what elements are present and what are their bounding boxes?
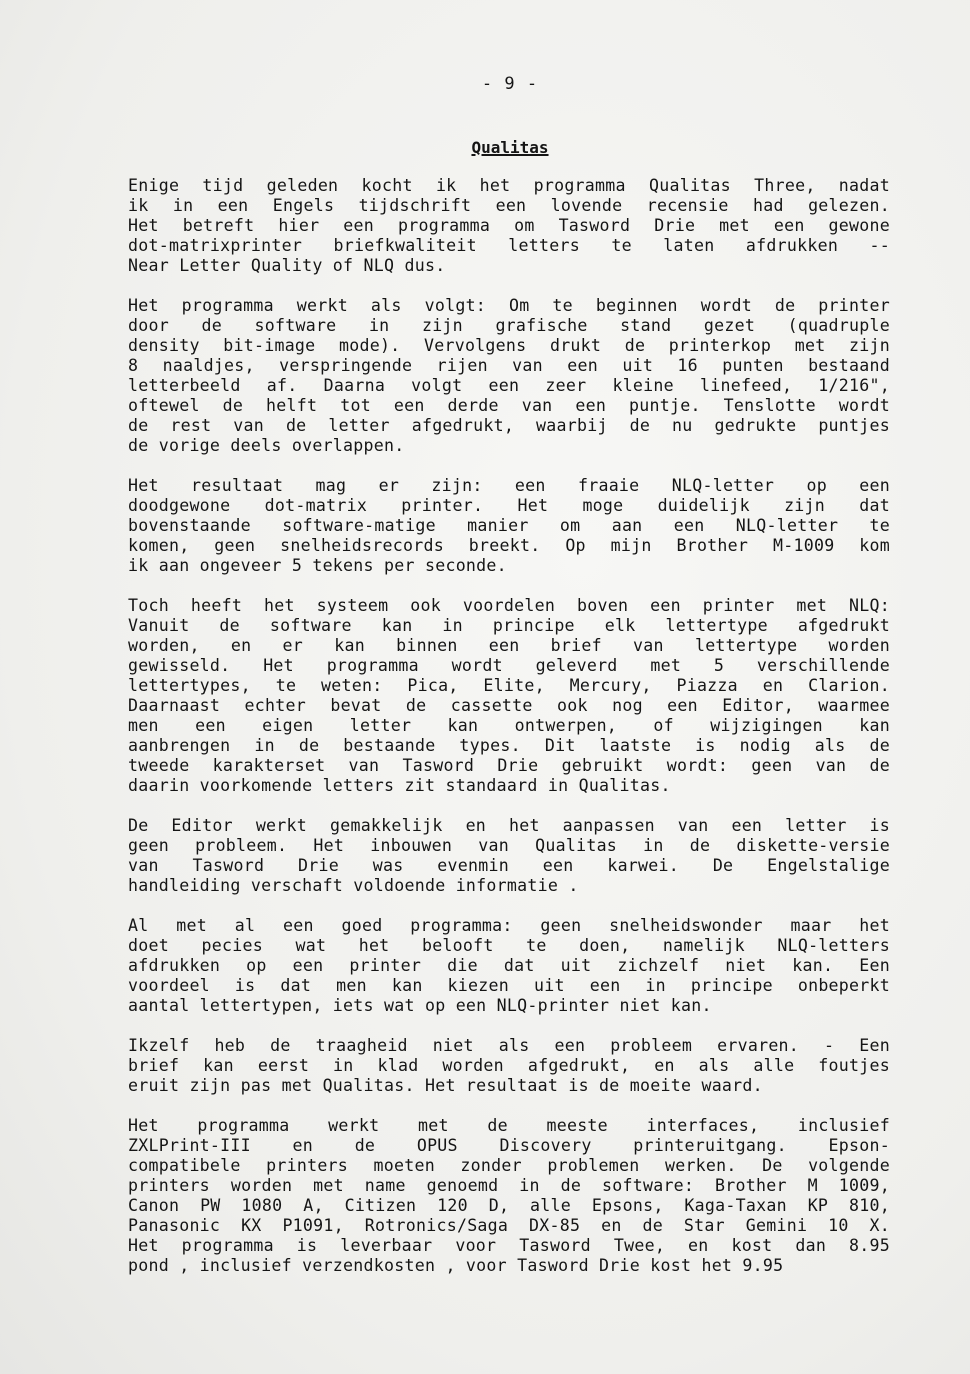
text-line: de rest van de letter afgedrukt, waarbij de nu gedrukte puntjes: [128, 416, 890, 435]
text-line: Canon PW 1080 A, Citizen 120 D, alle Epsons, Kaga-Taxan KP 810,: [128, 1196, 890, 1215]
text-line: doodgewone dot-matrix printer. Het moge duidelijk zijn dat: [128, 496, 890, 515]
text-line: Het resultaat mag er zijn: een fraaie NLQ-letter op een: [128, 476, 890, 495]
text-line: gewisseld. Het programma wordt geleverd met 5 verschillende: [128, 656, 890, 675]
text-line: letterbeeld af. Daarna volgt een zeer kleine linefeed, 1/216",: [128, 376, 890, 395]
text-line: handleiding verschaft voldoende informatie .: [128, 876, 579, 895]
text-line: oftewel de helft tot een derde van een puntje. Tenslotte wordt: [128, 396, 890, 415]
page-number: - 9 -: [481, 74, 539, 94]
text-line: van Tasword Drie was evenmin een karwei. De Engelstalige: [128, 856, 890, 875]
article-title: Qualitas: [471, 138, 549, 157]
text-line: compatibele printers moeten zonder problemen werken. De volgende: [128, 1156, 890, 1175]
paragraph: [128, 1116, 890, 1276]
text-line: afdrukken op een printer die dat uit zichzelf niet kan. Een: [128, 956, 890, 975]
text-line: ZXLPrint-III en de OPUS Discovery printeruitgang. Epson-: [128, 1136, 890, 1155]
text-line: aanbrengen in de bestaande types. Dit laatste is nodig als de: [128, 736, 890, 755]
text-line: Ikzelf heb de traagheid niet als een probleem ervaren. - Een: [128, 1036, 890, 1055]
text-line: ik aan ongeveer 5 tekens per seconde.: [128, 556, 507, 575]
text-line: printers worden met name genoemd in de software: Brother M 1009,: [128, 1176, 890, 1195]
text-line: komen, geen snelheidsrecords breekt. Op mijn Brother M-1009 kom: [128, 536, 890, 555]
text-line: Daarnaast echter bevat de cassette ook nog een Editor, waarmee: [128, 696, 890, 715]
text-line: pond , inclusief verzendkosten , voor Tasword Drie kost het 9.95: [128, 1256, 784, 1275]
text-line: Toch heeft het systeem ook voordelen boven een printer met NLQ:: [128, 596, 890, 615]
text-line: worden, en er kan binnen een brief van lettertype worden: [128, 636, 890, 655]
text-line: dot-matrixprinter briefkwaliteit letters te laten afdrukken --: [128, 236, 890, 255]
text-line: Het programma is leverbaar voor Tasword Twee, en kost dan 8.95: [128, 1236, 890, 1255]
text-line: Panasonic KX P1091, Rotronics/Saga DX-85 en de Star Gemini 10 X.: [128, 1216, 890, 1235]
text-line: bovenstaande software-matige manier om aan een NLQ-letter te: [128, 516, 890, 535]
paragraph: [128, 476, 890, 576]
text-line: lettertypes, te weten: Pica, Elite, Mercury, Piazza en Clarion.: [128, 676, 890, 695]
text-line: Vanuit de software kan in principe elk lettertype afgedrukt: [128, 616, 890, 635]
text-line: brief kan eerst in klad worden afgedrukt, en als alle foutjes: [128, 1056, 890, 1075]
paragraph: [128, 1036, 890, 1096]
text-line: Enige tijd geleden kocht ik het programma Qualitas Three, nadat: [128, 176, 890, 195]
text-line: 8 naaldjes, verspringende rijen van een uit 16 punten bestaand: [128, 356, 890, 375]
article-body: [128, 176, 890, 1296]
text-line: tweede karakterset van Tasword Drie gebruikt wordt: geen van de: [128, 756, 890, 775]
text-line: density bit-image mode). Vervolgens drukt de printerkop met zijn: [128, 336, 890, 355]
text-line: doet pecies wat het belooft te doen, namelijk NLQ-letters: [128, 936, 890, 955]
text-line: aantal lettertypen, iets wat op een NLQ-printer niet kan.: [128, 996, 712, 1015]
paragraph: [128, 816, 890, 896]
text-line: ik in een Engels tijdschrift een lovende recensie had gelezen.: [128, 196, 890, 215]
text-line: daarin voorkomende letters zit standaard in Qualitas.: [128, 776, 671, 795]
text-line: door de software in zijn grafische stand gezet (quadruple: [128, 316, 890, 335]
paragraph: [128, 176, 890, 276]
text-line: Het betreft hier een programma om Tasword Drie met een gewone: [128, 216, 890, 235]
text-line: eruit zijn pas met Qualitas. Het resultaat is de moeite waard.: [128, 1076, 763, 1095]
text-line: Het programma werkt als volgt: Om te beginnen wordt de printer: [128, 296, 890, 315]
text-line: De Editor werkt gemakkelijk en het aanpassen van een letter is: [128, 816, 890, 835]
text-line: men een eigen letter kan ontwerpen, of wijzigingen kan: [128, 716, 890, 735]
text-line: de vorige deels overlappen.: [128, 436, 405, 455]
text-line: geen probleem. Het inbouwen van Qualitas in de diskette-versie: [128, 836, 890, 855]
paragraph: [128, 916, 890, 1016]
text-line: Al met al een goed programma: geen snelheidswonder maar het: [128, 916, 890, 935]
text-line: Near Letter Quality of NLQ dus.: [128, 256, 446, 275]
text-line: voordeel is dat men kan kiezen uit een in principe onbeperkt: [128, 976, 890, 995]
paragraph: [128, 296, 890, 456]
paragraph: [128, 596, 890, 796]
text-line: Het programma werkt met de meeste interfaces, inclusief: [128, 1116, 890, 1135]
